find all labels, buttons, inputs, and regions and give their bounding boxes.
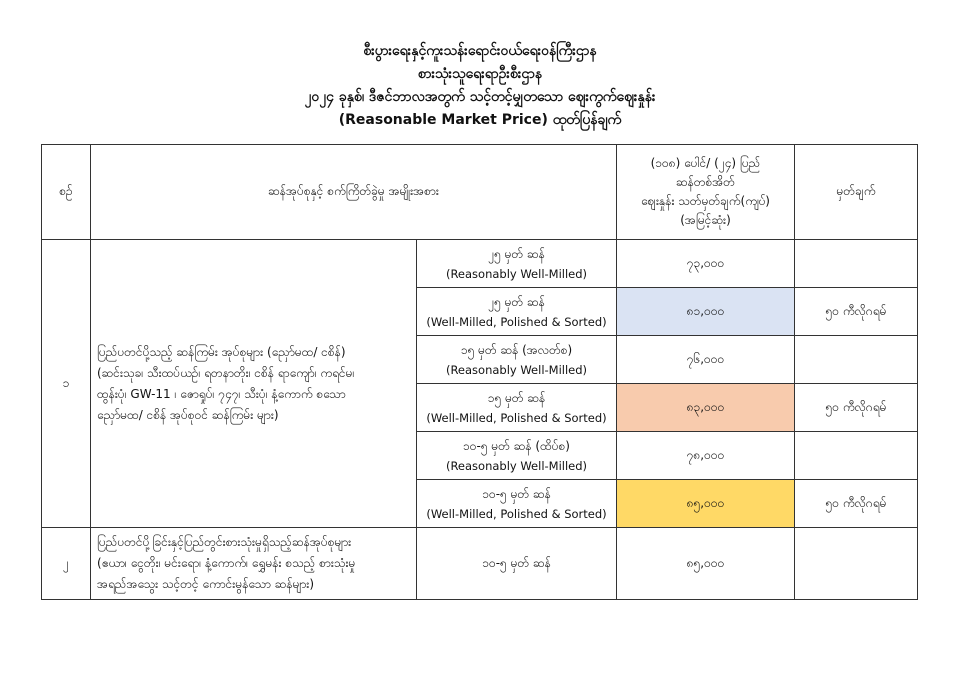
group2-no: ၂	[42, 528, 91, 600]
grade-label: ၂၅ မှတ် ဆန်	[488, 295, 545, 309]
table-row	[42, 528, 918, 600]
price-cell: ၈၁,၀၀၀	[617, 288, 795, 336]
remark-cell: ၅၀ ကီလိုဂရမ်	[795, 288, 918, 336]
grade-english: (Well-Milled, Polished & Sorted)	[426, 507, 607, 521]
grade-cell	[417, 480, 617, 528]
grade-cell	[417, 240, 617, 288]
desc-line: ပြည်ပတင်ပို့သည့် ဆန်ကြမ်း အုပ်စုများ (ညှော်မထ/ ငစိန်)	[97, 344, 346, 359]
grade-label: ၂၅ မှတ် ဆန်	[488, 247, 545, 261]
grade-english: (Reasonably Well-Milled)	[445, 459, 588, 473]
header-rice-type: ဆန်အုပ်စုနှင့် စက်ကြိတ်ခွဲမှု အမျိုးအစား	[91, 145, 617, 240]
price-cell: ၈၅,၀၀၀	[617, 528, 795, 600]
price-cell: ၇၆,၀၀၀	[617, 336, 795, 384]
document-header	[0, 40, 960, 132]
grade-label: ၁၀-၅ မှတ် ဆန်	[482, 487, 551, 501]
department-title: စားသုံးသူရေးရာဦးစီးဌာန	[417, 66, 543, 82]
group2-description	[91, 528, 417, 600]
remark-cell	[795, 240, 918, 288]
table-row	[42, 240, 918, 288]
price-cell: ၇၃,၀၀၀	[617, 240, 795, 288]
remark-cell	[795, 336, 918, 384]
grade-english: (Reasonably Well-Milled)	[445, 363, 588, 377]
group1-description	[91, 240, 417, 528]
price-cell: ၈၃,၀၀၀	[617, 384, 795, 432]
desc-line: (ဆင်းသုခ၊ သီးထပ်ယဉ်၊ ရတနာတိုး၊ ငစိန် ရာကျော်၊ ကရင်မ၊	[97, 365, 355, 380]
header-price-line: ဆန်တစ်အိတ်	[676, 175, 735, 189]
table-header-row	[42, 145, 918, 240]
desc-line: ထွန်းပုံ၊ GW-11 ၊ ဇောရှုပ်၊ ၇၄၇၊ သီးပုံ၊ နံ့ကောက် စသော	[97, 386, 346, 401]
ministry-title: စီးပွားရေးနှင့်ကူးသန်းရောင်းဝယ်ရေးဝန်ကြီးဌာန	[363, 43, 597, 59]
header-price-line: (အမြင့်ဆုံး)	[680, 213, 731, 227]
grade-cell	[417, 384, 617, 432]
grade-label: ၁၀-၅ မှတ် ဆန် (ထိပ်စ)	[463, 439, 570, 453]
price-table	[41, 144, 918, 600]
grade-label: ၁၅ မှတ် ဆန် (အလတ်စ)	[460, 343, 573, 357]
remark-cell: ၅၀ ကီလိုဂရမ်	[795, 384, 918, 432]
price-cell: ၈၅,၀၀၀	[617, 480, 795, 528]
grade-label: ၁၅ မှတ် ဆန်	[487, 391, 546, 405]
desc-line: (ဧယာ၊ ငွေတိုး၊ မင်းရော၊ နံ့ကောက်၊ ရွှေမန်း စသည့် စားသုံးမှု	[97, 556, 356, 570]
header-price-line: (၁၀၈) ပေါင်/ (၂၄) ပြည်	[650, 156, 761, 170]
remark-cell: ၅၀ ကီလိုဂရမ်	[795, 480, 918, 528]
grade-english: (Well-Milled, Polished & Sorted)	[426, 315, 607, 329]
desc-line: အရည်အသွေး သင့်တင့် ကောင်းမွန်သော ဆန်များ)	[97, 577, 315, 591]
grade-cell: ၁၀-၅ မှတ် ဆန်	[417, 528, 617, 600]
header-price-line: ဈေးနှုန်း သတ်မှတ်ချက်(ကျပ်)	[641, 194, 770, 208]
remark-cell	[795, 432, 918, 480]
header-remark: မှတ်ချက်	[795, 145, 918, 240]
remark-cell	[795, 528, 918, 600]
notice-subtitle: (Reasonable Market Price) ထုတ်ပြန်ချက်	[338, 112, 622, 128]
price-cell: ၇၈,၀၀၀	[617, 432, 795, 480]
group1-no: ၁	[42, 240, 91, 528]
grade-cell	[417, 432, 617, 480]
grade-english: (Reasonably Well-Milled)	[445, 267, 588, 281]
grade-cell	[417, 336, 617, 384]
desc-line: ညှော်မထ/ ငစိန် အုပ်စုဝင် ဆန်ကြမ်း များ)	[97, 407, 279, 422]
notice-title: ၂၀၂၄ ခုနှစ်၊ ဒီဇင်ဘာလအတွက် သင့်တင့်မျှတသော ဈေးကွက်ဈေးနှုန်း	[304, 89, 656, 105]
header-no: စဉ်	[42, 145, 91, 240]
grade-english: (Well-Milled, Polished & Sorted)	[426, 411, 607, 425]
desc-line: ပြည်ပတင်ပို့ခြင်းနှင့်ပြည်တွင်းစားသုံးမှုရှိသည့်ဆန်အုပ်စုများ	[97, 535, 352, 549]
header-price	[617, 145, 795, 240]
grade-cell	[417, 288, 617, 336]
